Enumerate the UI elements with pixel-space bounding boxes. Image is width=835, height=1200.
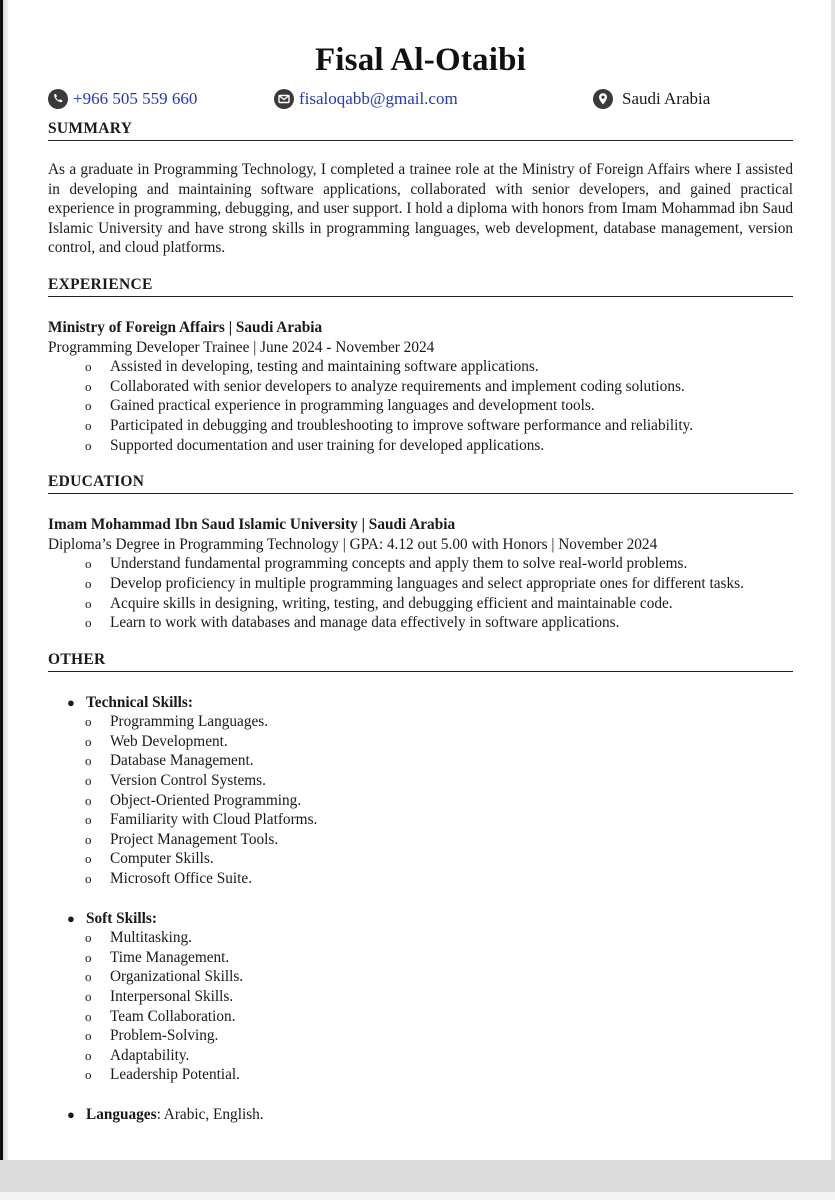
list-item: o Multitasking.	[85, 929, 193, 947]
languages-label: Languages	[86, 1105, 157, 1123]
circle-bullet-icon: o	[85, 773, 92, 789]
resume-page	[48, 40, 793, 1125]
bullet-dot-icon: ●	[67, 1106, 75, 1122]
technical-skills-group	[48, 693, 793, 889]
list-item: o Collaborated with senior developers to analyze requirements and implement coding solutions.	[85, 377, 685, 395]
email-icon	[274, 89, 294, 109]
circle-bullet-icon: o	[85, 930, 92, 946]
contact-location	[593, 84, 710, 114]
circle-bullet-icon: o	[85, 417, 92, 433]
circle-bullet-icon: o	[85, 437, 92, 453]
languages-line	[48, 1105, 793, 1125]
experience-bullets	[48, 357, 793, 455]
education-degree: Diploma’s Degree in Programming Technology | GPA: 4.12 out 5.00 with Honors | November 2024	[48, 535, 658, 553]
list-item: o Version Control Systems.	[85, 772, 266, 790]
contact-bar	[48, 84, 793, 114]
list-item: o Problem-Solving.	[85, 1027, 219, 1045]
technical-skills-label: Technical Skills:	[86, 693, 193, 711]
summary-text: As a graduate in Programming Technology, I completed a trainee role at the Ministry of Foreign Affairs where I assisted in developing and maintaining software applications, collaborated with senior developers, and gained practical experience in programming, debugging, and user support. I hold a diploma with honors from Imam Mohammad ibn Saud Islamic University and have strong skills in programming languages, web development, database management, version control, and cloud platforms.	[48, 161, 793, 257]
circle-bullet-icon: o	[85, 831, 92, 847]
list-item: o Project Management Tools.	[85, 830, 279, 848]
scan-bottom-edge	[0, 1160, 835, 1200]
circle-bullet-icon: o	[85, 733, 92, 749]
languages-group	[48, 1105, 793, 1125]
circle-bullet-icon: o	[85, 1028, 92, 1044]
soft-skills-heading	[48, 909, 793, 929]
contact-email[interactable]	[274, 84, 458, 114]
location-pin-icon	[593, 89, 613, 109]
list-item: o Learn to work with databases and manage data effectively in software applications.	[85, 614, 620, 632]
circle-bullet-icon: o	[85, 556, 92, 572]
list-item: o Understand fundamental programming concepts and apply them to solve real-world problems.	[85, 555, 688, 573]
circle-bullet-icon: o	[85, 812, 92, 828]
circle-bullet-icon: o	[85, 575, 92, 591]
languages-value: : Arabic, English.	[156, 1105, 264, 1123]
list-item: o Acquire skills in designing, writing, testing, and debugging efficient and maintainable code.	[85, 594, 673, 612]
scan-left-edge	[0, 0, 8, 1200]
location-text: Saudi Arabia	[622, 89, 711, 108]
circle-bullet-icon: o	[85, 615, 92, 631]
list-item: o Computer Skills.	[85, 850, 214, 868]
contact-phone[interactable]	[48, 84, 197, 114]
other-heading: OTHER	[48, 650, 793, 672]
list-item: o Programming Languages.	[85, 713, 269, 731]
circle-bullet-icon: o	[85, 871, 92, 887]
summary-heading: SUMMARY	[48, 119, 793, 141]
circle-bullet-icon: o	[85, 398, 92, 414]
circle-bullet-icon: o	[85, 359, 92, 375]
list-item: o Participated in debugging and troubleshooting to improve software performance and reliability.	[85, 416, 694, 434]
circle-bullet-icon: o	[85, 949, 92, 965]
email-address[interactable]: fisaloqabb@gmail.com	[299, 89, 458, 108]
list-item: o Time Management.	[85, 948, 230, 966]
education-institution: Imam Mohammad Ibn Saud Islamic University | Saudi Arabia	[48, 516, 456, 534]
candidate-name: Fisal Al-Otaibi	[314, 42, 527, 78]
soft-skills-list	[48, 928, 793, 1085]
scan-right-edge	[831, 0, 835, 1200]
education-heading: EDUCATION	[48, 472, 793, 494]
bullet-dot-icon: ●	[67, 910, 75, 926]
list-item: o Gained practical experience in programming languages and development tools.	[85, 397, 595, 415]
circle-bullet-icon: o	[85, 851, 92, 867]
circle-bullet-icon: o	[85, 753, 92, 769]
list-item: o Web Development.	[85, 732, 228, 750]
list-item: o Adaptability.	[85, 1046, 190, 1064]
circle-bullet-icon: o	[85, 1047, 92, 1063]
soft-skills-label: Soft Skills:	[86, 909, 157, 927]
list-item: o Supported documentation and user training for developed applications.	[85, 436, 545, 454]
experience-role: Programming Developer Trainee | June 2024 - November 2024	[48, 338, 435, 356]
circle-bullet-icon: o	[85, 595, 92, 611]
list-item: o Leadership Potential.	[85, 1066, 240, 1084]
list-item: o Database Management.	[85, 752, 254, 770]
circle-bullet-icon: o	[85, 969, 92, 985]
phone-number[interactable]: +966 505 559 660	[73, 89, 198, 108]
circle-bullet-icon: o	[85, 792, 92, 808]
list-item: o Object-Oriented Programming.	[85, 791, 302, 809]
circle-bullet-icon: o	[85, 1067, 92, 1083]
list-item: o Microsoft Office Suite.	[85, 870, 253, 888]
list-item: o Familiarity with Cloud Platforms.	[85, 811, 318, 829]
list-item: o Team Collaboration.	[85, 1007, 236, 1025]
list-item: o Assisted in developing, testing and maintaining software applications.	[85, 358, 539, 376]
technical-skills-list	[48, 712, 793, 888]
technical-skills-heading	[48, 693, 793, 713]
soft-skills-group	[48, 909, 793, 1085]
circle-bullet-icon: o	[85, 1008, 92, 1024]
list-item: o Interpersonal Skills.	[85, 988, 234, 1005]
circle-bullet-icon: o	[85, 989, 92, 1004]
phone-icon	[48, 89, 68, 109]
list-item: o Organizational Skills.	[85, 968, 244, 986]
circle-bullet-icon: o	[85, 714, 92, 730]
circle-bullet-icon: o	[85, 378, 92, 394]
education-bullets	[48, 554, 793, 632]
list-item: o Develop proficiency in multiple programming languages and select appropriate ones for different tasks.	[85, 574, 744, 592]
bullet-dot-icon: ●	[67, 694, 75, 710]
experience-organization: Ministry of Foreign Affairs | Saudi Arabia	[48, 318, 323, 336]
experience-heading: EXPERIENCE	[48, 275, 793, 297]
